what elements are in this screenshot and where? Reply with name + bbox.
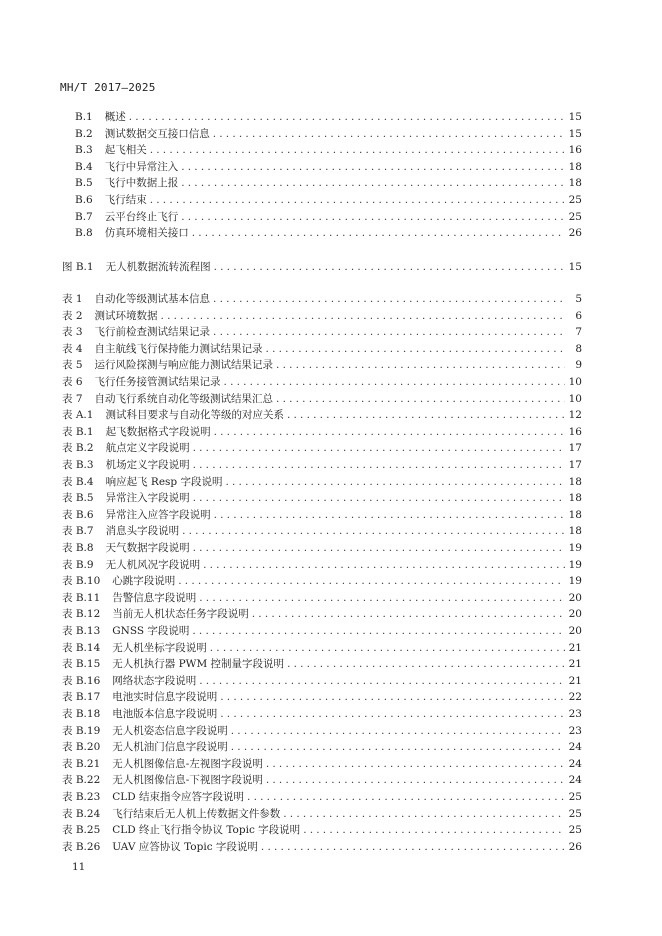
document-header-id: MH/T 2017—2025 xyxy=(60,81,156,94)
toc-dot-leader xyxy=(231,723,565,739)
toc-dot-leader xyxy=(213,324,565,340)
toc-dot-leader xyxy=(231,739,565,755)
toc-entry-page: 22 xyxy=(568,691,582,704)
toc-dot-leader xyxy=(203,557,565,573)
toc-dot-leader xyxy=(181,159,565,175)
toc-entry-table[interactable] xyxy=(62,507,582,523)
toc-entry-table[interactable] xyxy=(62,656,582,672)
toc-entry-number: 表 B.8 xyxy=(62,542,94,554)
toc-entry-table[interactable] xyxy=(62,590,582,606)
toc-entry-page: 23 xyxy=(568,708,582,720)
toc-entry-number: 表 B.1 xyxy=(62,425,94,438)
toc-entry-table[interactable] xyxy=(62,723,582,739)
toc-dot-leader xyxy=(224,374,565,390)
toc-entry-title: CLD 结束指令应答字段说明 xyxy=(112,791,245,803)
toc-entry-table[interactable] xyxy=(62,523,582,539)
toc-entry-title: 起飞相关 xyxy=(104,144,147,157)
toc-entry-page: 24 xyxy=(568,741,582,754)
toc-entry-title: 云平台终止飞行 xyxy=(104,210,179,223)
toc-entry-number: 表 B.9 xyxy=(62,558,94,571)
toc-entry-number: 表 B.5 xyxy=(62,492,94,505)
toc-entry-table[interactable] xyxy=(62,391,582,407)
toc-entry-number: 表 B.7 xyxy=(62,525,94,538)
toc-entry-title: 飞行前检查测试结果记录 xyxy=(94,326,211,339)
toc-dot-leader xyxy=(213,291,565,307)
toc-entry-number: 表 B.23 xyxy=(62,791,101,803)
toc-entry-page: 26 xyxy=(568,840,582,853)
toc-entry-appendix-b[interactable] xyxy=(75,192,582,208)
toc-entry-table[interactable] xyxy=(62,324,582,340)
toc-entry-number: 表 B.17 xyxy=(62,691,101,704)
toc-entry-page: 19 xyxy=(568,558,582,571)
toc-entry-table[interactable] xyxy=(62,440,582,456)
toc-entry-title: 异常注入字段说明 xyxy=(105,492,190,505)
toc-dot-leader xyxy=(181,175,565,191)
toc-entry-page: 18 xyxy=(568,160,582,173)
toc-entry-appendix-b[interactable] xyxy=(75,175,582,191)
toc-dot-leader xyxy=(181,209,565,225)
toc-entry-title: 无人机数据流转流程图 xyxy=(105,261,211,273)
toc-dot-leader xyxy=(252,606,565,622)
toc-dot-leader xyxy=(276,357,565,373)
toc-entry-title: 无人机坐标字段说明 xyxy=(112,641,207,654)
toc-entry-title: 飞行任务接管测试结果记录 xyxy=(94,376,221,388)
toc-entry-page: 18 xyxy=(568,508,582,521)
toc-entry-page: 20 xyxy=(568,625,582,637)
toc-dot-leader xyxy=(266,341,565,357)
toc-entry-number: 表 B.14 xyxy=(62,641,101,654)
toc-dot-leader xyxy=(276,391,565,407)
toc-entry-number: B.2 xyxy=(75,127,93,140)
toc-entry-page: 25 xyxy=(568,791,582,803)
toc-entry-title: 异常注入应答字段说明 xyxy=(105,508,211,521)
toc-entry-title: 机场定义字段说明 xyxy=(105,459,190,471)
toc-entry-title: 心跳字段说明 xyxy=(112,575,176,588)
toc-dot-leader xyxy=(261,839,565,855)
toc-entry-number: 表 6 xyxy=(62,376,83,388)
toc-entry-title: 无人机执行器 PWM 控制量字段说明 xyxy=(112,658,285,671)
toc-dot-leader xyxy=(266,772,565,788)
toc-entry-page: 25 xyxy=(568,194,582,206)
toc-entry-number: 表 B.3 xyxy=(62,459,94,471)
toc-entry-page: 6 xyxy=(575,309,582,322)
toc-entry-number: 表 7 xyxy=(62,392,83,405)
toc-entry-page: 15 xyxy=(568,111,582,123)
toc-entry-number: 图 B.1 xyxy=(62,261,94,273)
toc-entry-number: 表 B.22 xyxy=(62,774,101,787)
toc-entry-table[interactable] xyxy=(62,557,582,573)
toc-entry-number: 表 4 xyxy=(62,342,83,355)
page-number: 11 xyxy=(72,861,86,873)
toc-entry-page: 25 xyxy=(568,210,582,223)
toc-entry-figure[interactable] xyxy=(62,259,582,275)
toc-entry-title: 无人机油门信息字段说明 xyxy=(112,741,228,754)
toc-entry-title: 测试环境数据 xyxy=(94,309,158,322)
toc-dot-leader xyxy=(287,407,565,423)
toc-entry-table[interactable] xyxy=(62,474,582,490)
toc-entry-appendix-b[interactable] xyxy=(75,109,582,125)
toc-dot-leader xyxy=(193,490,565,506)
toc-entry-number: B.5 xyxy=(75,177,93,190)
toc-dot-leader xyxy=(193,540,565,556)
toc-entry-table[interactable] xyxy=(62,673,582,689)
toc-entry-table[interactable] xyxy=(62,540,582,556)
toc-dot-leader xyxy=(199,673,565,689)
toc-dot-leader xyxy=(213,126,565,142)
toc-entry-number: 表 2 xyxy=(62,309,83,322)
toc-entry-title: 网络状态字段说明 xyxy=(112,674,197,687)
toc-entry-number: 表 B.26 xyxy=(62,840,101,853)
toc-entry-number: 表 5 xyxy=(62,359,83,372)
toc-entry-title: 自动飞行系统自动化等级测试结果汇总 xyxy=(94,392,274,405)
toc-entry-number: 表 B.21 xyxy=(62,757,101,770)
toc-dot-leader xyxy=(210,640,565,656)
toc-entry-title: 运行风险探测与响应能力测试结果记录 xyxy=(94,359,274,372)
toc-entry-table[interactable] xyxy=(62,640,582,656)
toc-dot-leader xyxy=(192,225,565,241)
toc-entry-title: 飞行中数据上报 xyxy=(104,177,179,190)
toc-dot-leader xyxy=(150,192,565,208)
toc-entry-number: 表 B.18 xyxy=(62,708,101,720)
toc-entry-number: B.7 xyxy=(75,210,93,223)
toc-entry-page: 19 xyxy=(568,542,582,554)
toc-entry-title: 测试科目要求与自动化等级的对应关系 xyxy=(105,409,284,422)
toc-entry-number: 表 3 xyxy=(62,326,83,339)
toc-entry-number: 表 B.6 xyxy=(62,508,94,521)
toc-entry-title: 飞行结束后无人机上传数据文件参数 xyxy=(112,807,281,820)
toc-entry-title: 测试数据交互接口信息 xyxy=(104,127,210,140)
toc-entry-page: 21 xyxy=(568,674,582,687)
toc-entry-table[interactable] xyxy=(62,706,582,722)
toc-entry-table[interactable] xyxy=(62,407,582,423)
toc-entry-title: UAV 应答协议 Topic 字段说明 xyxy=(112,840,258,853)
toc-entry-page: 10 xyxy=(568,392,582,405)
toc-dot-leader xyxy=(214,259,565,275)
toc-entry-page: 16 xyxy=(568,144,582,157)
toc-entry-table[interactable] xyxy=(62,839,582,855)
toc-dot-leader xyxy=(220,689,565,705)
toc-entry-number: 表 B.12 xyxy=(62,608,101,621)
toc-entry-page: 12 xyxy=(568,409,582,422)
toc-dot-leader xyxy=(182,523,565,539)
toc-entry-title: 无人机图像信息-左视图字段说明 xyxy=(112,757,263,770)
toc-dot-leader xyxy=(283,806,565,822)
toc-entry-table[interactable] xyxy=(62,374,582,390)
toc-entry-table[interactable] xyxy=(62,689,582,705)
toc-entry-title: 飞行中异常注入 xyxy=(104,160,179,173)
toc-entry-number: 表 B.25 xyxy=(62,824,101,837)
toc-entry-table[interactable] xyxy=(62,756,582,772)
toc-entry-page: 5 xyxy=(575,293,582,305)
toc-entry-table[interactable] xyxy=(62,341,582,357)
toc-entry-number: 表 B.19 xyxy=(62,724,101,737)
toc-entry-appendix-b[interactable] xyxy=(75,209,582,225)
toc-dot-leader xyxy=(193,457,565,473)
toc-dot-leader xyxy=(247,789,565,805)
toc-entry-page: 7 xyxy=(575,326,582,339)
toc-entry-number: 表 B.10 xyxy=(62,575,101,588)
toc-entry-page: 26 xyxy=(568,227,582,240)
toc-entry-page: 10 xyxy=(568,376,582,388)
toc-entry-title: 无人机姿态信息字段说明 xyxy=(112,724,228,737)
toc-entry-table[interactable] xyxy=(62,573,582,589)
toc-entry-number: B.3 xyxy=(75,144,93,157)
toc-dot-leader xyxy=(199,590,565,606)
toc-entry-number: 表 B.16 xyxy=(62,674,101,687)
toc-entry-page: 15 xyxy=(568,127,582,140)
toc-entry-page: 20 xyxy=(568,608,582,621)
toc-entry-table[interactable] xyxy=(62,806,582,822)
toc-entry-number: 表 B.20 xyxy=(62,741,101,754)
toc-entry-page: 19 xyxy=(568,575,582,588)
toc-dot-leader xyxy=(150,142,565,158)
toc-entry-table[interactable] xyxy=(62,772,582,788)
toc-entry-table[interactable] xyxy=(62,606,582,622)
toc-entry-title: 消息头字段说明 xyxy=(105,525,180,538)
toc-entry-number: 表 B.15 xyxy=(62,658,101,671)
toc-dot-leader xyxy=(214,424,565,440)
toc-entry-title: 飞行结束 xyxy=(104,194,147,206)
toc-entry-title: 响应起飞 Resp 字段说明 xyxy=(105,475,223,488)
toc-entry-title: 概述 xyxy=(104,111,126,123)
toc-entry-number: B.8 xyxy=(75,227,93,240)
toc-entry-page: 25 xyxy=(568,824,582,837)
toc-dot-leader xyxy=(161,308,565,324)
toc-entry-title: 无人机图像信息-下视图字段说明 xyxy=(112,774,263,787)
toc-dot-leader xyxy=(178,573,565,589)
toc-dot-leader xyxy=(287,656,565,672)
toc-dot-leader xyxy=(193,440,565,456)
toc-entry-appendix-b[interactable] xyxy=(75,159,582,175)
toc-entry-number: 表 B.2 xyxy=(62,442,94,455)
toc-entry-page: 18 xyxy=(568,525,582,538)
toc-entry-title: 自动化等级测试基本信息 xyxy=(94,293,211,305)
toc-entry-title: CLD 终止飞行指令协议 Topic 字段说明 xyxy=(112,824,301,837)
toc-entry-table[interactable] xyxy=(62,308,582,324)
toc-entry-title: GNSS 字段说明 xyxy=(112,625,190,637)
toc-entry-number: B.6 xyxy=(75,194,93,206)
toc-entry-number: B.4 xyxy=(75,160,93,173)
toc-entry-title: 电池版本信息字段说明 xyxy=(112,708,218,720)
toc-dot-leader xyxy=(129,109,565,125)
toc-entry-appendix-b[interactable] xyxy=(75,225,582,241)
toc-entry-title: 自主航线飞行保持能力测试结果记录 xyxy=(94,342,263,355)
toc-dot-leader xyxy=(303,822,565,838)
toc-dot-leader xyxy=(214,507,565,523)
toc-dot-leader xyxy=(192,623,565,639)
toc-dot-leader xyxy=(220,706,565,722)
toc-entry-number: 表 B.24 xyxy=(62,807,101,820)
toc-entry-title: 无人机风况字段说明 xyxy=(105,558,201,571)
toc-entry-table[interactable] xyxy=(62,623,582,639)
toc-entry-title: 仿真环境相关接口 xyxy=(104,227,189,240)
toc-entry-page: 18 xyxy=(568,475,582,488)
toc-entry-table[interactable] xyxy=(62,739,582,755)
toc-entry-number: 表 A.1 xyxy=(62,409,94,422)
toc-entry-table[interactable] xyxy=(62,789,582,805)
toc-entry-title: 当前无人机状态任务字段说明 xyxy=(112,608,249,621)
toc-dot-leader xyxy=(266,756,565,772)
toc-entry-page: 9 xyxy=(575,359,582,372)
toc-entry-page: 16 xyxy=(568,425,582,438)
toc-entry-page: 24 xyxy=(568,757,582,770)
toc-entry-appendix-b[interactable] xyxy=(75,142,582,158)
toc-entry-number: 表 B.4 xyxy=(62,475,94,488)
toc-entry-title: 电池实时信息字段说明 xyxy=(112,691,218,704)
toc-entry-number: 表 B.11 xyxy=(62,591,101,604)
toc-entry-number: 表 B.13 xyxy=(62,625,101,637)
toc-entry-title: 告警信息字段说明 xyxy=(112,591,197,604)
toc-entry-table[interactable] xyxy=(62,457,582,473)
toc-entry-page: 17 xyxy=(568,459,582,471)
toc-entry-title: 航点定义字段说明 xyxy=(105,442,190,455)
toc-entry-number: 表 1 xyxy=(62,293,83,305)
toc-entry-table[interactable] xyxy=(62,424,582,440)
toc-entry-page: 24 xyxy=(568,774,582,787)
toc-entry-page: 21 xyxy=(568,658,582,671)
toc-entry-title: 天气数据字段说明 xyxy=(105,542,190,554)
toc-entry-table[interactable] xyxy=(62,357,582,373)
toc-entry-page: 25 xyxy=(568,807,582,820)
toc-entry-title: 起飞数据格式字段说明 xyxy=(105,425,211,438)
toc-entry-page: 18 xyxy=(568,492,582,505)
toc-entry-table[interactable] xyxy=(62,291,582,307)
toc-entry-number: B.1 xyxy=(75,111,93,123)
toc-entry-table[interactable] xyxy=(62,822,582,838)
toc-entry-page: 15 xyxy=(568,261,582,273)
toc-entry-page: 8 xyxy=(575,342,582,355)
toc-entry-page: 23 xyxy=(568,724,582,737)
toc-entry-page: 21 xyxy=(568,641,582,654)
toc-entry-page: 17 xyxy=(568,442,582,455)
toc-dot-leader xyxy=(225,474,565,490)
toc-entry-page: 18 xyxy=(568,177,582,190)
toc-entry-table[interactable] xyxy=(62,490,582,506)
toc-entry-page: 20 xyxy=(568,591,582,604)
toc-entry-appendix-b[interactable] xyxy=(75,126,582,142)
